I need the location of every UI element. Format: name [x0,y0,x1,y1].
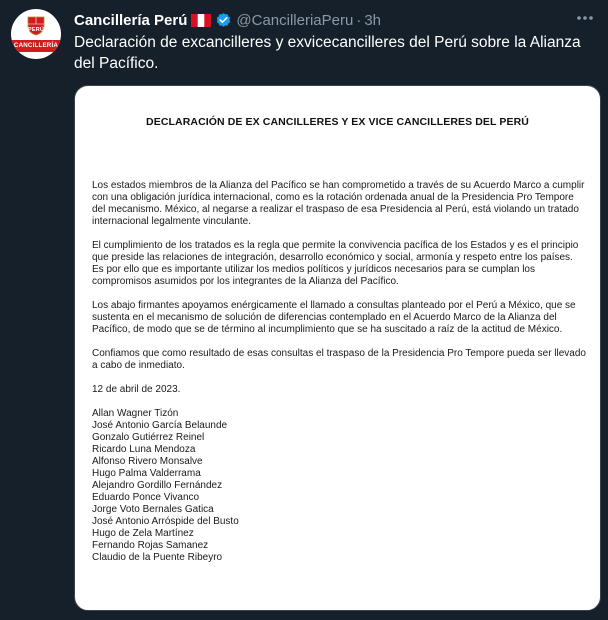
signer-name: Eduardo Ponce Vivanco [92,492,200,503]
document-paragraph: El cumplimiento de los tratados es la regla que permite la convivencia pacífica de los Estados y es el principio que preside las relaciones de integración, desarrollo económico y social, armonía y respeto entre los países. Es por ello que es importante utilizar los medios políticos y jurídicos necesarios para se cumplan los compromisos asumidos por los integrantes de la Alianza del Pacífico. [92,240,579,287]
signer-name: José Antonio García Belaunde [92,420,228,431]
avatar-bottom-text: CANCILLERÍA [13,42,59,49]
signer-name: Alejandro Gordillo Fernández [92,480,223,491]
document-title: DECLARACIÓN DE EX CANCILLERES Y EX VICE CANCILLERES DEL PERÚ [146,116,529,128]
signer-name: Allan Wagner Tizón [92,408,179,419]
signer-name: Ricardo Luna Mendoza [92,444,196,455]
signer-name: Hugo de Zela Martínez [92,528,194,539]
signer-name: Alfonso Rivero Monsalve [92,456,203,467]
document-paragraph: Confiamos que como resultado de esas consultas el traspaso de la Presidencia Pro Tempore pueda ser llevado a cabo de inmediato. [92,348,586,371]
document-body [92,180,587,564]
document-paragraph: Los estados miembros de la Alianza del Pacífico se han comprometido a través de su Acuerdo Marco a cumplir con una obligación jurídica internacional, como es la rotación ordenada anual de la Presidencia Pro Tempore del mecanismo. México, al negarse a realizar el traspaso de esa Presidencia al Perú, está violando un tratado internacional legalmente vinculante. [92,180,585,227]
display-name[interactable]: Cancillería Perú [74,11,188,29]
handle[interactable]: @CancilleriaPeru [236,11,354,29]
verified-badge-icon [215,12,232,29]
tweet-text: Declaración de excancilleres y exvicecancilleres del Perú sobre la Alianza del Pacífico. [74,34,581,72]
tweet-header [74,10,381,30]
timestamp[interactable]: 3h [364,11,382,29]
avatar-top-text: PERÚ [27,27,45,33]
signer-name: José Antonio Arróspide del Busto [92,516,239,527]
document-date: 12 de abril de 2023. [92,384,181,395]
separator: · [356,11,362,29]
more-options-icon[interactable] [572,8,598,28]
signers-list [92,408,587,564]
peru-flag-icon [191,14,211,27]
signer-name: Gonzalo Gutiérrez Reinel [92,432,205,443]
signer-name: Fernando Rojas Samanez [92,540,209,551]
signer-name: Jorge Voto Bernales Gatica [92,504,214,515]
avatar[interactable] [11,9,61,59]
signer-name: Claudio de la Puente Ribeyro [92,552,223,563]
signer-name: Hugo Palma Valderrama [92,468,201,479]
document-paragraph: Los abajo firmantes apoyamos enérgicamente el llamado a consultas planteado por el Perú a México, que se sustenta en el mecanismo de solución de diferencias contemplado en el Acuerdo Marco de la Alianza del Pacífico, de modo que se de término al incumplimiento que se ha suscitado a raíz de la actitud de México. [92,300,576,335]
coat-of-arms-icon [25,16,47,36]
attached-image[interactable] [74,85,601,611]
